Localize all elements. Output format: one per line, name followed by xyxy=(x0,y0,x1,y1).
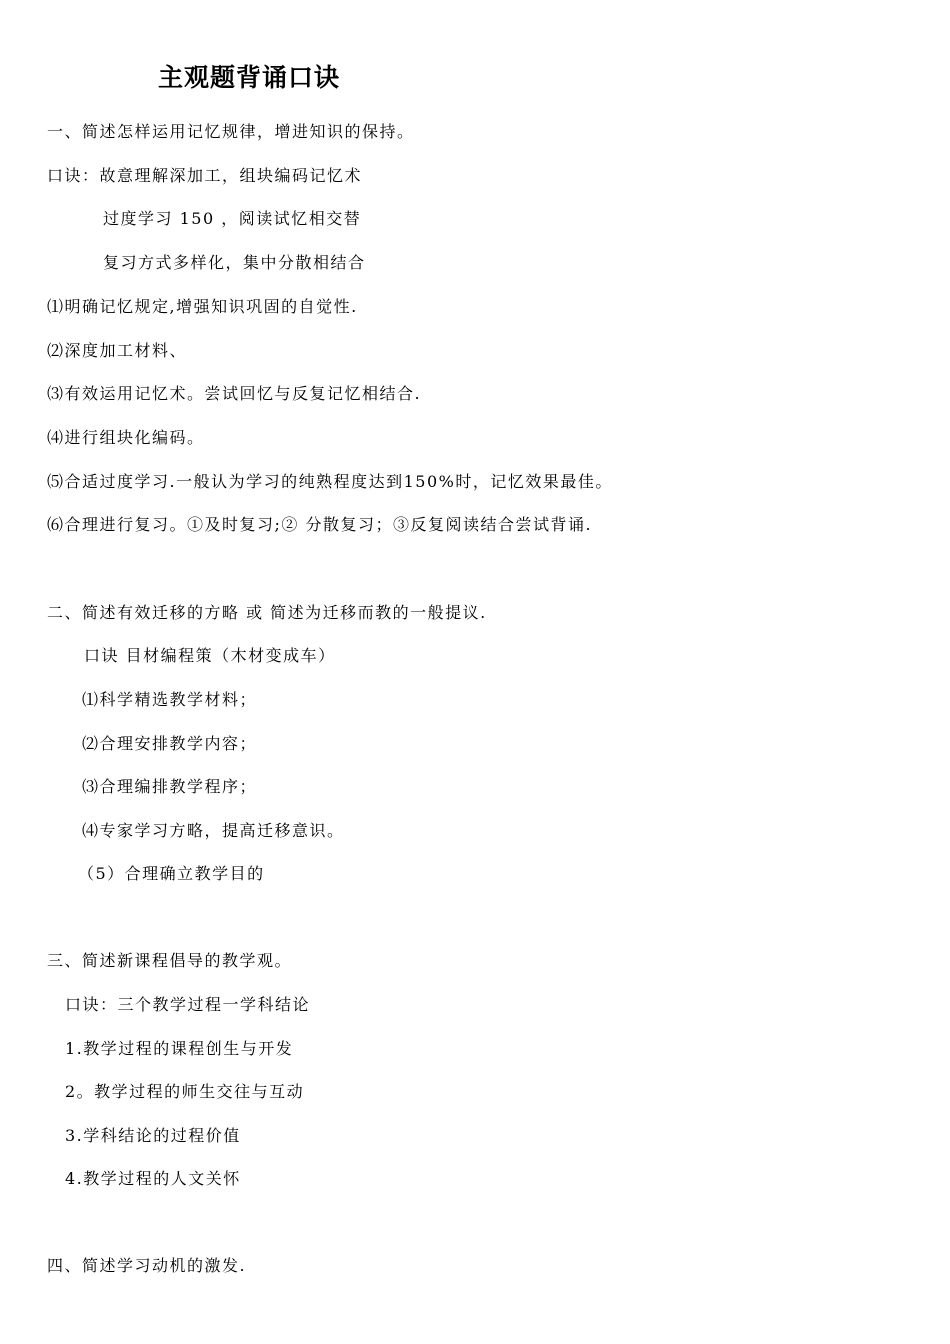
section-2-item: ⑴科学精选教学材料； xyxy=(82,690,258,709)
section-3-heading: 三、简述新课程倡导的教学观。 xyxy=(47,951,293,970)
section-1-item: ⑴明确记忆规定,增强知识巩固的自觉性. xyxy=(47,297,358,316)
section-3-item: 2。教学过程的师生交往与互动 xyxy=(65,1082,305,1101)
section-1-item: ⑹合理进行复习。①及时复习;② 分散复习；③反复阅读结合尝试背诵. xyxy=(47,515,593,534)
section-2-item: ⑵合理安排教学内容； xyxy=(82,734,258,753)
section-2-mnemonic: 口诀 目材编程策（木材变成车） xyxy=(84,646,336,665)
section-3-item: 3.学科结论的过程价值 xyxy=(65,1126,241,1145)
section-1-item: ⑷进行组块化编码。 xyxy=(47,428,205,447)
section-1-item: ⑸合适过度学习.一般认为学习的纯熟程度达到150%时，记忆效果最佳。 xyxy=(47,472,613,491)
section-4-heading: 四、简述学习动机的激发. xyxy=(47,1256,247,1275)
section-1-mnemonic-line: 过度学习 150 ，阅读试忆相交替 xyxy=(103,209,362,228)
section-2-item: ⑷专家学习方略，提高迁移意识。 xyxy=(82,821,345,840)
section-2-item: ⑶合理编排教学程序； xyxy=(82,777,258,796)
section-1-item: ⑶有效运用记忆术。尝试回忆与反复记忆相结合. xyxy=(47,384,422,403)
section-1-heading: 一、简述怎样运用记忆规律，增进知识的保持。 xyxy=(47,122,415,141)
section-1-mnemonic-line: 口诀：故意理解深加工，组块编码记忆术 xyxy=(47,166,363,185)
section-2-item: （5）合理确立教学目的 xyxy=(78,864,265,883)
section-2-heading: 二、简述有效迁移的方略 或 简述为迁移而教的一般提议. xyxy=(47,603,487,622)
section-3-item: 1.教学过程的课程创生与开发 xyxy=(65,1039,294,1058)
section-1-mnemonic-line: 复习方式多样化，集中分散相结合 xyxy=(103,253,366,272)
section-3-mnemonic: 口诀：三个教学过程一学科结论 xyxy=(65,995,311,1014)
section-3-item: 4.教学过程的人文关怀 xyxy=(65,1169,241,1188)
section-1-item: ⑵深度加工材料、 xyxy=(47,341,188,360)
page-title: 主观题背诵口诀 xyxy=(158,63,341,92)
